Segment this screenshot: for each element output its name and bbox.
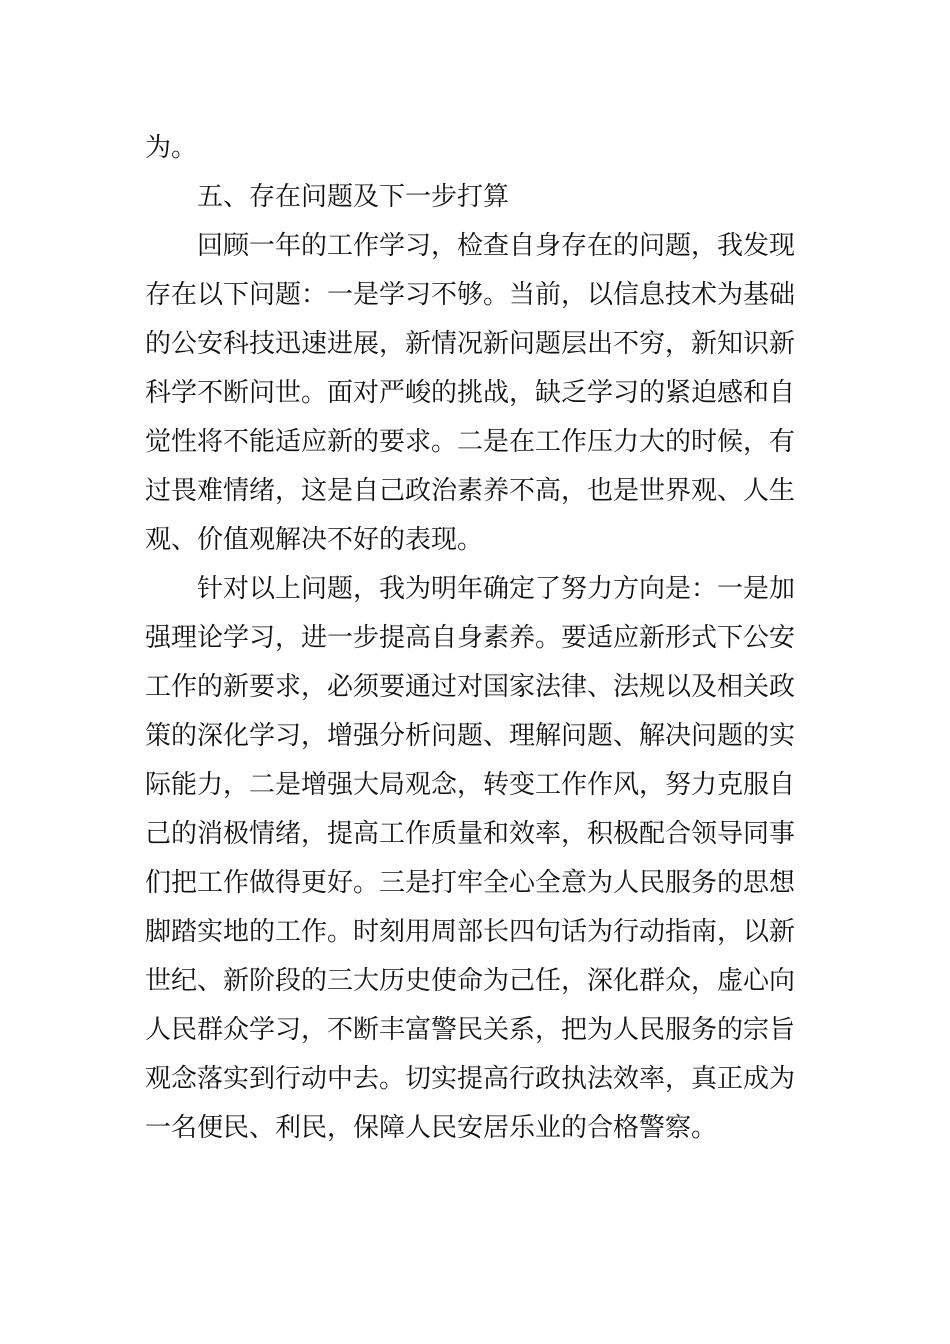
text-line: 回顾一年的工作学习，检查自身存在的问题，我发现 — [197, 231, 796, 261]
document-body — [145, 124, 810, 1153]
text-line: 觉性将不能适应新的要求。二是在工作压力大的时候，有 — [145, 427, 796, 457]
text-line: 针对以上问题，我为明年确定了努力方向是：一是加 — [197, 574, 796, 604]
text-line: 为。 — [145, 133, 198, 163]
text-line: 的公安科技迅速进展，新情况新问题层出不穷，新知识新 — [145, 329, 796, 359]
text-line: 存在以下问题：一是学习不够。当前，以信息技术为基础 — [145, 280, 796, 310]
text-line: 观念落实到行动中去。切实提高行政执法效率，真正成为 — [145, 1064, 796, 1094]
text-line: 策的深化学习，增强分析问题、理解问题、解决问题的实 — [145, 721, 796, 751]
text-line: 科学不断问世。面对严峻的挑战，缺乏学习的紧迫感和自 — [145, 378, 796, 408]
text-line: 脚踏实地的工作。时刻用周部长四句话为行动指南，以新 — [145, 917, 796, 947]
text-line: 观、价值观解决不好的表现。 — [145, 525, 484, 555]
text-line: 过畏难情绪，这是自己政治素养不高，也是世界观、人生 — [145, 476, 796, 506]
text-line: 人民群众学习，不断丰富警民关系，把为人民服务的宗旨 — [145, 1015, 796, 1045]
text-line: 世纪、新阶段的三大历史使命为己任，深化群众，虚心向 — [145, 966, 796, 996]
text-line: 己的消极情绪，提高工作质量和效率，积极配合领导同事 — [145, 819, 796, 849]
section-heading: 五、存在问题及下一步打算 — [197, 182, 510, 212]
text-line: 工作的新要求，必须要通过对国家法律、法规以及相关政 — [145, 672, 796, 702]
text-line: 际能力，二是增强大局观念，转变工作作风，努力克服自 — [145, 770, 796, 800]
text-line: 一名便民、利民，保障人民安居乐业的合格警察。 — [145, 1113, 718, 1143]
text-line: 们把工作做得更好。三是打牢全心全意为人民服务的思想 — [145, 868, 796, 898]
text-line: 强理论学习，进一步提高自身素养。要适应新形式下公安 — [145, 623, 796, 653]
